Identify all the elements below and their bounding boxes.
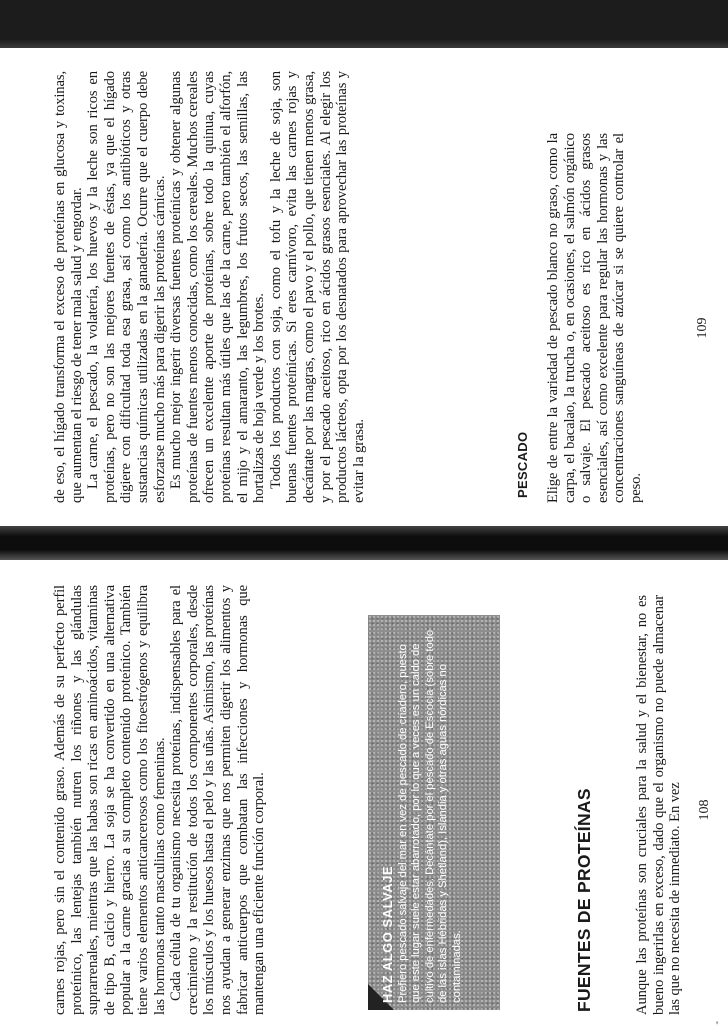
fuentes-body (634, 595, 704, 1015)
page-108 (0, 560, 728, 1030)
page-109-body (52, 71, 490, 503)
body-paragraph: de eso, el hígado transforma el exceso de proteínas en glucosa y toxinas, que aumentan el riesgo de tener mala salud y engordar. (52, 71, 85, 503)
corner-mark: ' (716, 1018, 719, 1030)
sidebar-box (368, 615, 500, 1010)
book-gutter (0, 526, 728, 560)
fuentes-heading: FUENTES DE PROTEÍNAS (574, 788, 594, 1012)
pescado-heading: PESCADO (515, 431, 530, 498)
page-number-109: 109 (695, 317, 710, 339)
body-paragraph: Es mucho mejor ingerir diversas fuentes proteínicas y obtener algunas proteínas de fuentes menos conocidas, como los cereales. Muchos cereales ofrecen un excelente aporte de proteínas, sobre todo la quinua, cuyas proteínas resultan más útiles que las de la carne, pero también el alforfón, el mijo y el amaranto, las legumbres, los frutos secos, las semillas, las hortalizas de hoja verde y los brotes. (168, 71, 268, 503)
body-paragraph: La carne, el pescado, la volatería, los huevos y la leche son ricos en proteínas, pero no son las mejores fuentes de éstas, ya que el hígado digiere con dificultad toda esa grasa, así como los antibióticos y otras sustancias químicas utilizadas en la ganadería. Ocurre que el cuerpo debe esforzarse mucho más para digerir las proteínas cárnicas. (85, 71, 168, 503)
page-109 (0, 48, 728, 526)
sidebar-text: Prefiero pescado salvaje del mar en vez de pescado de criadero, puesto que este lugar suele estar abarrotado, por lo que a veces es un caldo de cultivo de enfermedades. Decántate por el pescado de Escocia (sobre todo de las islas Hébridas y Shetland), Islandia y otras aguas nórdicas no contaminadas. (397, 629, 463, 1003)
page-108-body (52, 585, 342, 1015)
body-paragraph: Cada célula de tu organismo necesita proteínas, indispensables para el crecimiento y la restitución de todos los componentes corporales, desde los músculos y los huesos hasta el pelo y las uñas. Asimismo, las proteínas nos ayudan a generar enzimas que nos permiten digerir los alimentos y fabricar anticuerpos que combatan las infecciones y hormonas que mantengan una eficiente función corporal. (168, 585, 268, 1015)
sidebar-title: HAZ ALGO SALVAJE (380, 865, 395, 1003)
sidebar-content (380, 623, 496, 1003)
fuentes-heading-frame (574, 682, 604, 1012)
pescado-paragraph: Elige de entre la variedad de pescado blanco no graso, como la carpa, el bacalao, la trucha o, en ocasiones, el salmón orgánico o salvaje. El pescado aceitoso es rico en ácidos grasos esenciales, así como excelente para regular las hormonas y las concentraciones sanguíneas de azúcar si se quiere controlar el peso. (545, 133, 644, 503)
pescado-body (545, 133, 665, 503)
scan-top-edge (0, 0, 728, 48)
body-paragraph: carnes rojas, pero sin el contenido graso. Además de su perfecto perfil proteínico, las lentejas también nutren los riñones y las glándulas suprarrenales, mientras que las habas son ricas en aminoácidos, vitaminas de tipo B, calcio y hierro. La soja se ha convertido en una alternativa popular a la carne gracias a su completo contenido proteínico. También tiene varios elementos anticancerosos como los fitoestrógenos y equilibra las hormonas tanto masculinas como femeninas. (52, 585, 168, 1015)
body-paragraph: Todos los productos con soja, como el tofu y la leche de soja, son buenas fuentes proteínicas. Si eres carnívoro, evita las carnes rojas y decántate por las magras, como el pavo y el pollo, que tienen menos grasa, y por el pescado aceitoso, rico en ácidos grasos esenciales. Al elegir los productos lácteos, opta por los desnatados para aprovechar las proteínas y evitar la grasa. (267, 71, 367, 503)
page-number-108: 108 (697, 799, 712, 821)
fuentes-paragraph: Aunque las proteínas son cruciales para la salud y el bienestar, no es bueno ingerirlas en exceso, dado que el organismo no puede almacenar las que no necesita de inmediato. En vez (634, 595, 684, 1015)
